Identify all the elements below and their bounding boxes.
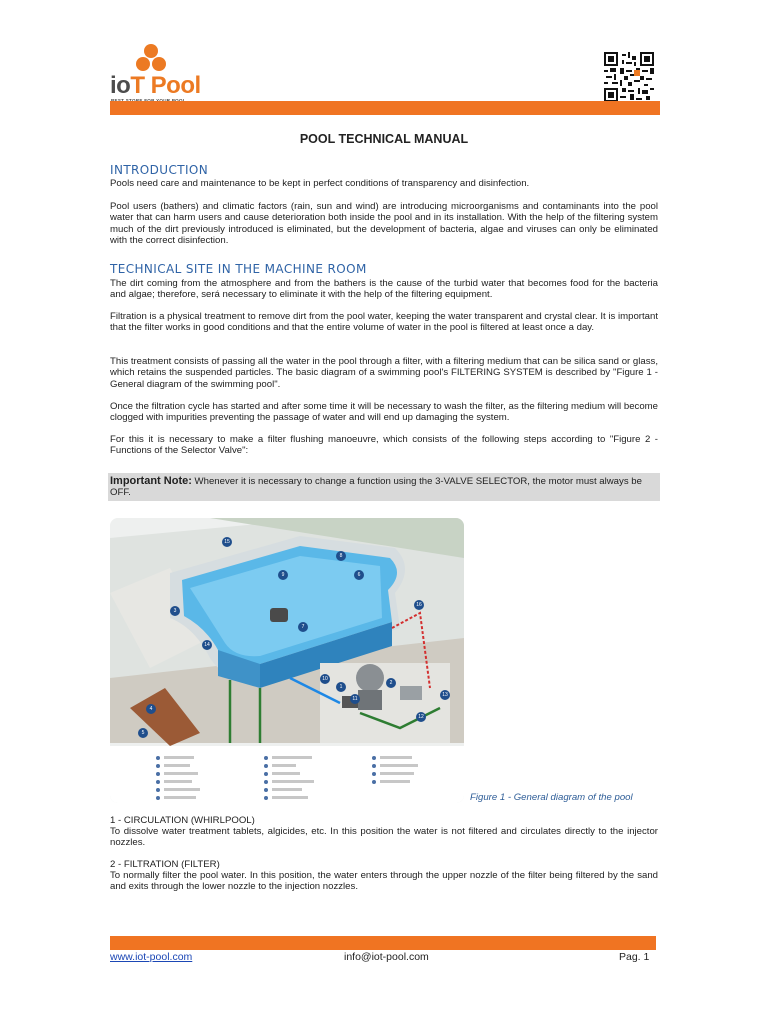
tech-paragraph-4: Once the filtration cycle has started and after some time it will be necessary to wash the filter, as the filtering medium will become clogged with impurities preventing the passage of water and will end up damaging the system.	[110, 401, 658, 424]
diagram-marker: 5	[138, 728, 148, 738]
diagram-marker: 3	[170, 606, 180, 616]
page-number: Pag. 1	[619, 951, 650, 963]
tech-paragraph-2: Filtration is a physical treatment to remove dirt from the pool water, keeping the water transparent and crystal clear. It is important that the filter works in good conditions and that the entire volume of water in the pool is filtered at least once a day.	[110, 311, 658, 334]
logo-wordmark: ioT Pool	[110, 72, 201, 99]
function-1-title: 1 - CIRCULATION (WHIRLPOOL)	[110, 815, 255, 826]
website-link[interactable]: www.iot-pool.com	[110, 951, 193, 963]
function-1-text: To dissolve water treatment tablets, algicides, etc. In this position the water is not filtered and circulates directly to the injector nozzles.	[110, 826, 658, 849]
diagram-marker: 9	[278, 570, 288, 580]
pool-diagram-figure	[110, 518, 464, 803]
diagram-marker: 14	[202, 640, 212, 650]
footer-website-link[interactable]	[110, 951, 192, 963]
diagram-marker: 15	[222, 537, 232, 547]
important-note-label: Important Note:	[110, 475, 192, 487]
iot-pool-logo	[110, 42, 200, 104]
diagram-marker: 6	[354, 570, 364, 580]
figure-1-caption: Figure 1 - General diagram of the pool	[470, 792, 633, 803]
pool-diagram-illustration	[110, 518, 464, 803]
function-2-text: To normally filter the pool water. In this position, the water enters through the upper nozzle of the filter being filtered by the sand and exits through the lower nozzle to the injection nozzles.	[110, 870, 658, 893]
page-title: POOL TECHNICAL MANUAL	[299, 132, 469, 146]
intro-paragraph-2: Pool users (bathers) and climatic factors (rain, sun and wind) are introducing microorganisms and contaminants into the pool water that can harm users and cause deterioration both inside the pool and in its installation. With the help of the filtering system much of the dirt previously introduced is eliminated, but the development of bacteria, algae and viruses can only be eliminated with the correct disinfection.	[110, 201, 658, 246]
qr-code-icon	[604, 52, 654, 102]
diagram-marker: 1	[336, 682, 346, 692]
diagram-marker: 11	[350, 694, 360, 704]
diagram-marker: 16	[414, 600, 424, 610]
diagram-marker: 13	[440, 690, 450, 700]
diagram-marker: 7	[298, 622, 308, 632]
diagram-marker: 4	[146, 704, 156, 714]
tech-paragraph-1: The dirt coming from the atmosphere and from the bathers is the cause of the turbid water that becomes food for the bacteria and algae; therefore, será necessary to eliminate it with the help of the filtering equipment.	[110, 278, 658, 301]
tech-paragraph-5: For this it is necessary to make a filter flushing manoeuvre, which consists of the following steps according to "Figure 2 - Functions of the Selector Valve":	[110, 434, 658, 457]
tech-paragraph-3: This treatment consists of passing all the water in the pool through a filter, with a filtering medium that can be silica sand or glass, which retains the suspended particles. The basic diagram of a swimming pool's FILTERING SYSTEM is described by "Figure 1 - General diagram of the swimming pool".	[110, 356, 658, 390]
footer-divider	[110, 936, 656, 950]
technical-site-heading: TECHNICAL SITE IN THE MACHINE ROOM	[110, 262, 367, 276]
footer-email: info@iot-pool.com	[344, 951, 429, 963]
diagram-marker: 2	[386, 678, 396, 688]
important-note	[108, 473, 660, 501]
intro-paragraph-1: Pools need care and maintenance to be kept in perfect conditions of transparency and disinfection.	[110, 178, 530, 189]
header-divider	[110, 101, 660, 115]
diagram-marker: 10	[320, 674, 330, 684]
diagram-marker: 8	[336, 551, 346, 561]
function-2-title: 2 - FILTRATION (FILTER)	[110, 859, 220, 870]
important-note-text: Whenever it is necessary to change a function using the 3-VALVE SELECTOR, the motor must always be OFF.	[110, 476, 642, 498]
introduction-heading: INTRODUCTION	[110, 163, 209, 177]
diagram-marker: 12	[416, 712, 426, 722]
